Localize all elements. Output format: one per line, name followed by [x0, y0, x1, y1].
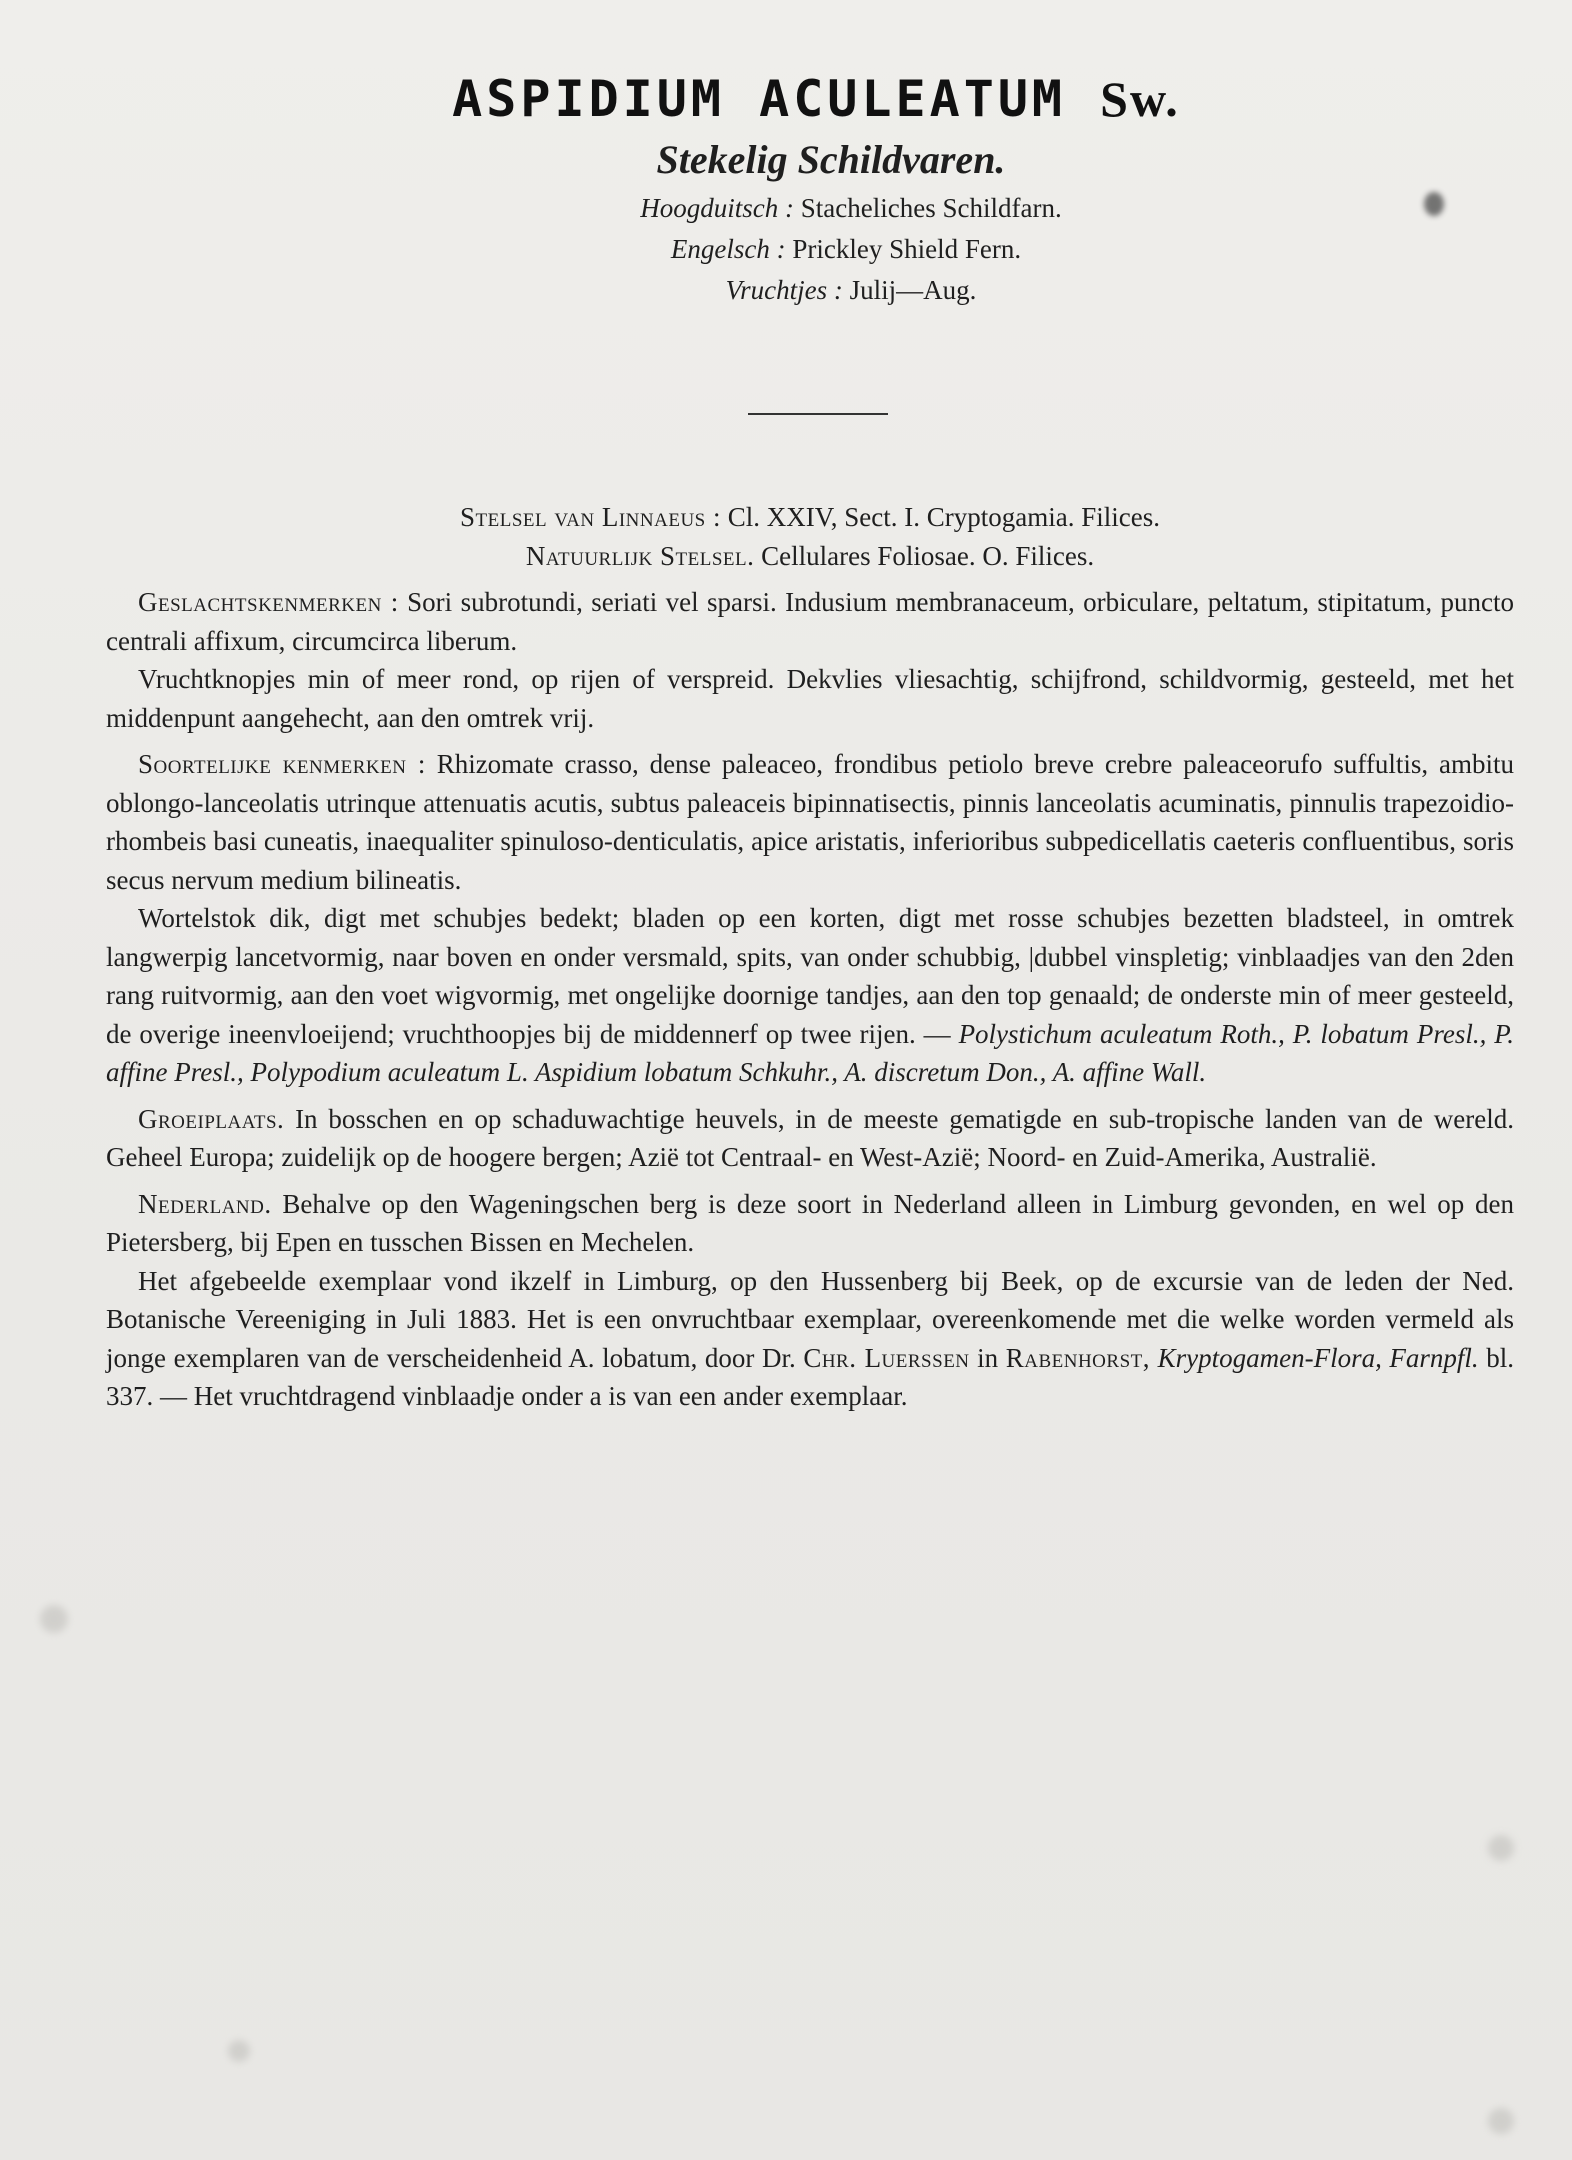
natural-text: Cellulares Foliosae. O. Filices.: [761, 540, 1095, 571]
specimen-work: Kryptogamen-Flora, Farnpfl.: [1157, 1342, 1479, 1373]
genus-characters: [106, 583, 1514, 660]
species-characters: [106, 745, 1514, 899]
specimen-text-1: Het afgebeelde exemplaar vond ikzelf in Limburg, op den Hussenberg bij Beek, op de excursie van de leden der Ned. Botanische Vereeniging in Juli 1883. Het is een onvruchtbaar exemplaar, overeenkomende met die welke worden vermeld als jonge exemplaren van de verscheidenheid A. lobatum, door Dr.: [106, 1265, 1514, 1373]
natural-label: Natuurlijk Stelsel.: [525, 540, 755, 571]
german-label: Hoogduitsch :: [640, 193, 795, 223]
linnaeus-text: Cl. XXIV, Sect. I. Cryptogamia. Filices.: [727, 502, 1160, 532]
species-name: ASPIDIUM ACULEATUM: [452, 70, 1067, 128]
habitat-label: Groeiplaats.: [138, 1103, 285, 1134]
species-title: [60, 70, 1572, 128]
specimen-author: Chr. Luerssen: [803, 1342, 970, 1373]
fruiting-period: Julij—Aug.: [849, 275, 977, 305]
species-label: Soortelijke kenmerken :: [138, 749, 426, 779]
stain-spot: [1488, 1835, 1514, 1861]
english-label: Engelsch :: [670, 234, 786, 264]
specimen-in: in: [977, 1342, 999, 1373]
netherlands: [106, 1185, 1514, 1262]
specimen-note: [106, 1262, 1514, 1416]
stain-spot: [40, 1605, 68, 1633]
linnaeus-label: Stelsel van Linnaeus :: [460, 502, 721, 532]
genus-dutch: Vruchtknopjes min of meer rond, op rijen of verspreid. Dekvlies vliesachtig, schijfrond, schildvormig, gesteeld, met het middenpunt aangehecht, aan den omtrek vrij.: [106, 664, 1514, 733]
description-body: [106, 498, 1514, 1416]
fruiting-label: Vruchtjes :: [725, 275, 843, 305]
linnaeus-system: [106, 498, 1514, 537]
english-name-row: [120, 234, 1572, 265]
netherlands-text: Behalve op den Wageningschen berg is deze soort in Nederland alleen in Limburg gevonden, en wel op den Pietersberg, bij Epen en tusschen Bissen en Mechelen.: [106, 1188, 1515, 1257]
stain-spot: [228, 2040, 250, 2062]
natural-system: [106, 537, 1514, 576]
species-dutch: [106, 899, 1514, 1092]
divider: [748, 413, 888, 415]
english-name: Prickley Shield Fern.: [792, 234, 1022, 264]
species-text: Rhizomate crasso, dense paleaceo, frondibus petiolo breve crebre paleaceorufo suffultis, ambitu oblongo-lanceolatis utrinque attenuatis acutis, subtus paleaceis bipinnatisectis, pinnis lanceolatis acuminatis, pinnulis trapezoidio-rhombeis basi cuneatis, inaequaliter spinuloso-denticulatis, apice aristatis, inferioribus subpedicellatis caeteris confluentibus, soris secus nervum medium bilineatis.: [106, 749, 1514, 895]
stain-spot: [1488, 2108, 1514, 2134]
common-name: Stekelig Schildvaren.: [656, 137, 1006, 182]
genus-text: Sori subrotundi, seriati vel sparsi. Indusium membranaceum, orbiculare, peltatum, stipitatum, puncto centrali affixum, circumcirca liberum.: [106, 587, 1514, 656]
genus-label: Geslachtskenmerken :: [138, 587, 399, 617]
german-name-row: [130, 193, 1572, 224]
habitat: [106, 1100, 1514, 1177]
species-author: Sw.: [1100, 71, 1180, 127]
habitat-text: In bosschen en op schaduwachtige heuvels, in de meeste gematigde en sub-tropische landen van de wereld. Geheel Europa; zuidelijk op de hoogere bergen; Azië tot Centraal- en West-Azië; Noord- en Zuid-Amerika, Australië.: [106, 1103, 1514, 1172]
german-name: Stacheliches Schildfarn.: [800, 193, 1062, 223]
netherlands-label: Nederland.: [138, 1188, 272, 1219]
specimen-text-2: bl. 337. — Het vruchtdragend vinblaadje onder a is van een ander exemplaar.: [106, 1342, 1515, 1411]
fruiting-row: [130, 275, 1572, 306]
synonyms: Polystichum aculeatum Roth., P. lobatum Presl., P. affine Presl., Polypodium aculeatum L. Aspidium lobatum Schkuhr., A. discretum Don., A. affine Wall.: [106, 1018, 1515, 1087]
specimen-source: Rabenhorst,: [1005, 1342, 1151, 1373]
species-dutch-text: Wortelstok dik, digt met schubjes bedekt; bladen op een korten, digt met rosse schubjes bezetten bladsteel, in omtrek langwerpig lancetvormig, naar boven en onder versmald, spits, van onder schubbig, |dubbel vinspletig; vinblaadjes van den 2den rang ruitvormig, aan den voet wigvormig, met ongelijke doornige tandjes, aan den top genaald; de onderste min of meer gesteeld, de overige ineenvloeijend; vruchthoopjes bij de middennerf op twee rijen. —: [106, 903, 1514, 1049]
header: [0, 70, 1572, 306]
